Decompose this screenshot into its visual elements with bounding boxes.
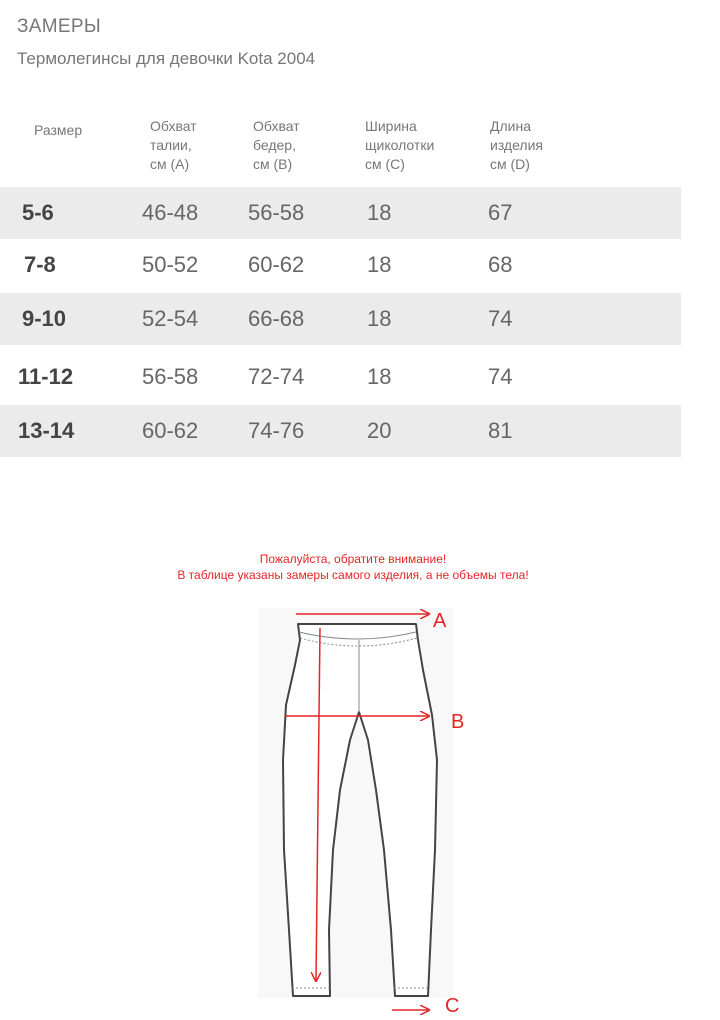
product-subtitle: Термолегинсы для девочки Kota 2004 (17, 49, 316, 68)
ankle-cell: 20 (367, 418, 392, 443)
waist-cell: 46-48 (142, 200, 199, 225)
column-header-hips: Обхват бедер, см (В) (253, 118, 300, 172)
waist-cell: 60-62 (142, 418, 199, 443)
label-b: B (451, 711, 465, 733)
ankle-cell: 18 (367, 364, 392, 389)
size-cell: 7-8 (24, 252, 56, 277)
size-cell: 13-14 (18, 418, 75, 443)
column-header-length: Длина изделия см (D) (490, 118, 543, 172)
size-cell: 5-6 (22, 200, 54, 225)
waist-cell: 52-54 (142, 306, 199, 331)
hips-cell: 66-68 (248, 306, 305, 331)
length-cell: 74 (488, 306, 513, 331)
ankle-cell: 18 (367, 200, 392, 225)
page-title: ЗАМЕРЫ (17, 16, 101, 37)
notice-line-2: В таблице указаны замеры самого изделия, а не объемы тела! (177, 568, 529, 582)
hips-cell: 72-74 (248, 364, 305, 389)
length-cell: 67 (488, 200, 513, 225)
length-cell: 81 (488, 418, 513, 443)
length-cell: 74 (488, 364, 513, 389)
ankle-cell: 18 (367, 252, 392, 277)
label-a: A (433, 610, 447, 632)
column-header-waist: Обхват талии, см (А) (150, 118, 197, 172)
hips-cell: 74-76 (248, 418, 305, 443)
waist-cell: 50-52 (142, 252, 199, 277)
length-cell: 68 (488, 252, 513, 277)
label-c: C (445, 995, 460, 1017)
waist-cell: 56-58 (142, 364, 199, 389)
size-cell: 9-10 (22, 306, 67, 331)
hips-cell: 56-58 (248, 200, 305, 225)
column-header-size: Размер (34, 122, 83, 138)
ankle-cell: 18 (367, 306, 392, 331)
size-cell: 11-12 (18, 364, 74, 389)
column-header-ankle: Ширина щиколотки см (С) (365, 118, 435, 172)
notice-line-1: Пожалуйста, обратите внимание! (259, 552, 447, 566)
hips-cell: 60-62 (248, 252, 305, 277)
